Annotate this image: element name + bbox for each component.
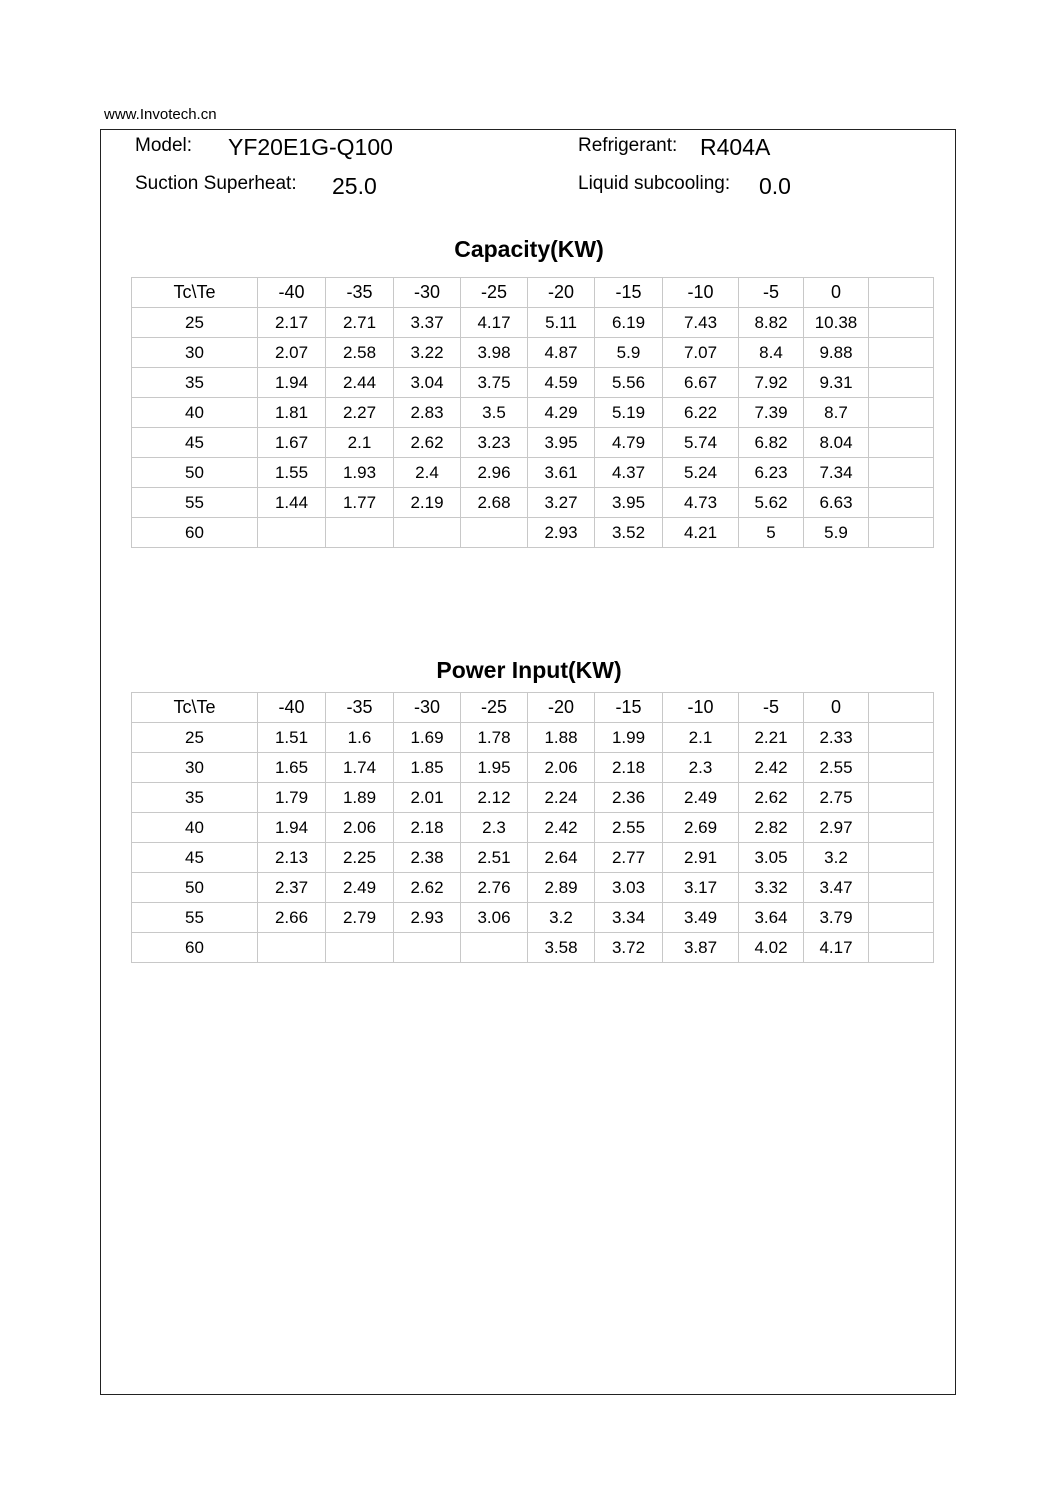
table-cell: 2.25 [326, 843, 394, 873]
row-header-cell: 25 [132, 723, 258, 753]
table-cell: 3.52 [595, 518, 663, 548]
table-cell: 7.34 [804, 458, 869, 488]
table-cell: 2.55 [595, 813, 663, 843]
row-header-cell: 40 [132, 813, 258, 843]
table-cell: 2.3 [461, 813, 528, 843]
table-cell: 4.59 [528, 368, 595, 398]
table-cell: 2.07 [258, 338, 326, 368]
row-header-cell: 30 [132, 753, 258, 783]
superheat-value: 25.0 [332, 173, 377, 199]
table-row [132, 488, 934, 518]
table-row [132, 368, 934, 398]
website-url: www.Invotech.cn [104, 106, 217, 123]
table-cell: 4.17 [804, 933, 869, 963]
table-cell [869, 368, 934, 398]
table-cell [869, 518, 934, 548]
table-cell: 2.75 [804, 783, 869, 813]
table-cell [869, 488, 934, 518]
table-row [132, 873, 934, 903]
table-cell: 2.27 [326, 398, 394, 428]
table-cell [869, 783, 934, 813]
row-header-cell: 60 [132, 933, 258, 963]
table-header-row [132, 278, 934, 308]
table-cell: 2.79 [326, 903, 394, 933]
table-cell: 3.61 [528, 458, 595, 488]
table-cell: 9.31 [804, 368, 869, 398]
table-cell: 5.56 [595, 368, 663, 398]
table-cell: 3.06 [461, 903, 528, 933]
column-header-cell [869, 278, 934, 308]
table-cell: 1.65 [258, 753, 326, 783]
table-cell: 2.69 [663, 813, 739, 843]
table-row [132, 723, 934, 753]
table-row [132, 428, 934, 458]
row-header-cell: 45 [132, 428, 258, 458]
table-cell: 3.17 [663, 873, 739, 903]
corner-cell: Tc\Te [132, 278, 258, 308]
table-cell [869, 903, 934, 933]
row-header-cell: 35 [132, 368, 258, 398]
table-row [132, 338, 934, 368]
table-cell [869, 723, 934, 753]
table-cell: 8.04 [804, 428, 869, 458]
table-cell: 2.82 [739, 813, 804, 843]
table-cell: 3.72 [595, 933, 663, 963]
corner-cell: Tc\Te [132, 693, 258, 723]
column-header-cell: -35 [326, 693, 394, 723]
table-cell: 2.21 [739, 723, 804, 753]
table-cell: 3.23 [461, 428, 528, 458]
column-header-cell: -30 [394, 693, 461, 723]
table-cell: 2.24 [528, 783, 595, 813]
table-cell: 2.12 [461, 783, 528, 813]
table-cell: 4.87 [528, 338, 595, 368]
model-label: Model: [135, 135, 193, 156]
table-cell: 6.23 [739, 458, 804, 488]
table-cell: 5.11 [528, 308, 595, 338]
table-cell: 2.58 [326, 338, 394, 368]
column-header-cell: -25 [461, 278, 528, 308]
table-cell: 2.1 [326, 428, 394, 458]
table-cell: 1.89 [326, 783, 394, 813]
power-input-title: Power Input(KW) [436, 657, 622, 683]
table-cell: 2.62 [394, 428, 461, 458]
table-cell: 3.27 [528, 488, 595, 518]
table-cell [869, 308, 934, 338]
power-input-table [131, 692, 934, 963]
column-header-cell: -10 [663, 278, 739, 308]
row-header-cell: 55 [132, 903, 258, 933]
table-cell: 1.44 [258, 488, 326, 518]
row-header-cell: 50 [132, 873, 258, 903]
table-cell: 2.17 [258, 308, 326, 338]
table-cell [869, 753, 934, 783]
table-cell: 1.94 [258, 813, 326, 843]
table-cell: 4.29 [528, 398, 595, 428]
column-header-cell: -40 [258, 278, 326, 308]
table-cell: 1.79 [258, 783, 326, 813]
table-cell: 3.64 [739, 903, 804, 933]
table-cell: 6.19 [595, 308, 663, 338]
table-cell: 1.67 [258, 428, 326, 458]
row-header-cell: 40 [132, 398, 258, 428]
table-cell [869, 873, 934, 903]
table-cell: 9.88 [804, 338, 869, 368]
column-header-cell: -30 [394, 278, 461, 308]
table-cell: 2.42 [528, 813, 595, 843]
table-cell: 8.4 [739, 338, 804, 368]
table-row [132, 843, 934, 873]
table-cell: 2.68 [461, 488, 528, 518]
table-header-row [132, 693, 934, 723]
table-cell: 1.69 [394, 723, 461, 753]
table-cell: 2.38 [394, 843, 461, 873]
table-cell: 1.99 [595, 723, 663, 753]
table-cell: 2.76 [461, 873, 528, 903]
table-cell: 2.91 [663, 843, 739, 873]
column-header-cell: -20 [528, 278, 595, 308]
column-header-cell: 0 [804, 278, 869, 308]
table-cell: 3.34 [595, 903, 663, 933]
table-cell: 2.19 [394, 488, 461, 518]
table-cell: 2.83 [394, 398, 461, 428]
table-cell: 2.36 [595, 783, 663, 813]
table-cell: 2.3 [663, 753, 739, 783]
table-cell: 7.39 [739, 398, 804, 428]
table-cell: 1.85 [394, 753, 461, 783]
table-cell: 2.49 [326, 873, 394, 903]
table-cell: 5 [739, 518, 804, 548]
row-header-cell: 30 [132, 338, 258, 368]
table-cell [869, 428, 934, 458]
table-cell: 7.07 [663, 338, 739, 368]
table-cell: 3.22 [394, 338, 461, 368]
table-cell [461, 518, 528, 548]
subcooling-value: 0.0 [759, 173, 791, 199]
table-row [132, 308, 934, 338]
table-cell: 2.18 [595, 753, 663, 783]
table-cell: 7.43 [663, 308, 739, 338]
table-cell: 2.42 [739, 753, 804, 783]
table-cell: 4.37 [595, 458, 663, 488]
table-cell: 2.06 [326, 813, 394, 843]
row-header-cell: 60 [132, 518, 258, 548]
table-cell: 2.62 [394, 873, 461, 903]
subcooling-label: Liquid subcooling: [578, 173, 731, 194]
table-cell: 3.87 [663, 933, 739, 963]
table-cell: 2.93 [528, 518, 595, 548]
table-cell: 3.79 [804, 903, 869, 933]
table-cell: 2.49 [663, 783, 739, 813]
row-header-cell: 55 [132, 488, 258, 518]
table-cell: 3.5 [461, 398, 528, 428]
table-cell: 2.13 [258, 843, 326, 873]
table-cell: 3.98 [461, 338, 528, 368]
table-cell: 5.74 [663, 428, 739, 458]
table-cell: 2.01 [394, 783, 461, 813]
table-cell: 2.66 [258, 903, 326, 933]
column-header-cell: -40 [258, 693, 326, 723]
table-cell: 3.2 [804, 843, 869, 873]
table-cell: 1.77 [326, 488, 394, 518]
model-value: YF20E1G-Q100 [228, 134, 393, 160]
table-cell [258, 933, 326, 963]
table-cell: 4.21 [663, 518, 739, 548]
column-header-cell: -5 [739, 693, 804, 723]
table-cell: 3.32 [739, 873, 804, 903]
table-cell: 5.19 [595, 398, 663, 428]
table-cell: 2.64 [528, 843, 595, 873]
table-row [132, 933, 934, 963]
table-cell: 2.89 [528, 873, 595, 903]
table-cell: 2.77 [595, 843, 663, 873]
table-row [132, 903, 934, 933]
table-cell: 5.62 [739, 488, 804, 518]
table-cell [326, 518, 394, 548]
table-cell: 6.67 [663, 368, 739, 398]
table-cell: 5.9 [804, 518, 869, 548]
table-cell [869, 933, 934, 963]
table-cell: 3.03 [595, 873, 663, 903]
column-header-cell: -15 [595, 693, 663, 723]
table-cell: 2.55 [804, 753, 869, 783]
table-cell: 8.82 [739, 308, 804, 338]
table-cell: 10.38 [804, 308, 869, 338]
table-cell [326, 933, 394, 963]
table-cell: 6.82 [739, 428, 804, 458]
table-cell: 5.9 [595, 338, 663, 368]
table-cell: 2.71 [326, 308, 394, 338]
table-cell: 3.05 [739, 843, 804, 873]
row-header-cell: 35 [132, 783, 258, 813]
table-cell: 1.88 [528, 723, 595, 753]
table-row [132, 518, 934, 548]
table-cell: 3.04 [394, 368, 461, 398]
table-cell: 2.06 [528, 753, 595, 783]
table-row [132, 813, 934, 843]
table-cell: 5.24 [663, 458, 739, 488]
table-cell: 8.7 [804, 398, 869, 428]
table-cell: 1.6 [326, 723, 394, 753]
table-cell: 6.22 [663, 398, 739, 428]
table-cell: 3.95 [595, 488, 663, 518]
table-cell: 2.44 [326, 368, 394, 398]
row-header-cell: 25 [132, 308, 258, 338]
table-cell: 2.33 [804, 723, 869, 753]
superheat-label: Suction Superheat: [135, 173, 297, 194]
table-cell: 7.92 [739, 368, 804, 398]
column-header-cell: -5 [739, 278, 804, 308]
table-cell [869, 338, 934, 368]
table-cell: 4.02 [739, 933, 804, 963]
table-cell: 1.94 [258, 368, 326, 398]
refrigerant-value: R404A [700, 134, 771, 160]
table-cell: 2.93 [394, 903, 461, 933]
table-cell: 2.62 [739, 783, 804, 813]
column-header-cell: -20 [528, 693, 595, 723]
table-row [132, 783, 934, 813]
column-header-cell: -35 [326, 278, 394, 308]
table-cell [869, 813, 934, 843]
table-cell: 4.79 [595, 428, 663, 458]
column-header-cell: 0 [804, 693, 869, 723]
table-row [132, 753, 934, 783]
table-cell: 1.95 [461, 753, 528, 783]
table-cell: 1.81 [258, 398, 326, 428]
table-cell: 1.78 [461, 723, 528, 753]
table-cell: 2.18 [394, 813, 461, 843]
table-cell [869, 843, 934, 873]
table-cell [394, 518, 461, 548]
column-header-cell: -25 [461, 693, 528, 723]
column-header-cell: -10 [663, 693, 739, 723]
capacity-table [131, 277, 934, 548]
table-cell: 3.47 [804, 873, 869, 903]
table-cell: 1.51 [258, 723, 326, 753]
table-cell: 3.95 [528, 428, 595, 458]
table-cell: 1.74 [326, 753, 394, 783]
column-header-cell: -15 [595, 278, 663, 308]
table-cell: 3.49 [663, 903, 739, 933]
table-cell: 2.96 [461, 458, 528, 488]
table-cell: 4.17 [461, 308, 528, 338]
table-cell: 2.4 [394, 458, 461, 488]
table-cell: 2.1 [663, 723, 739, 753]
table-cell [394, 933, 461, 963]
table-cell: 3.75 [461, 368, 528, 398]
refrigerant-label: Refrigerant: [578, 135, 678, 156]
table-cell: 1.55 [258, 458, 326, 488]
capacity-title: Capacity(KW) [454, 236, 604, 262]
table-cell [869, 458, 934, 488]
table-cell: 3.58 [528, 933, 595, 963]
table-cell: 6.63 [804, 488, 869, 518]
table-cell [461, 933, 528, 963]
table-cell: 3.2 [528, 903, 595, 933]
table-row [132, 398, 934, 428]
column-header-cell [869, 693, 934, 723]
row-header-cell: 45 [132, 843, 258, 873]
table-cell: 3.37 [394, 308, 461, 338]
table-cell: 1.93 [326, 458, 394, 488]
table-cell [869, 398, 934, 428]
table-cell: 2.51 [461, 843, 528, 873]
row-header-cell: 50 [132, 458, 258, 488]
table-cell: 4.73 [663, 488, 739, 518]
table-row [132, 458, 934, 488]
table-cell: 2.97 [804, 813, 869, 843]
table-cell [258, 518, 326, 548]
table-cell: 2.37 [258, 873, 326, 903]
